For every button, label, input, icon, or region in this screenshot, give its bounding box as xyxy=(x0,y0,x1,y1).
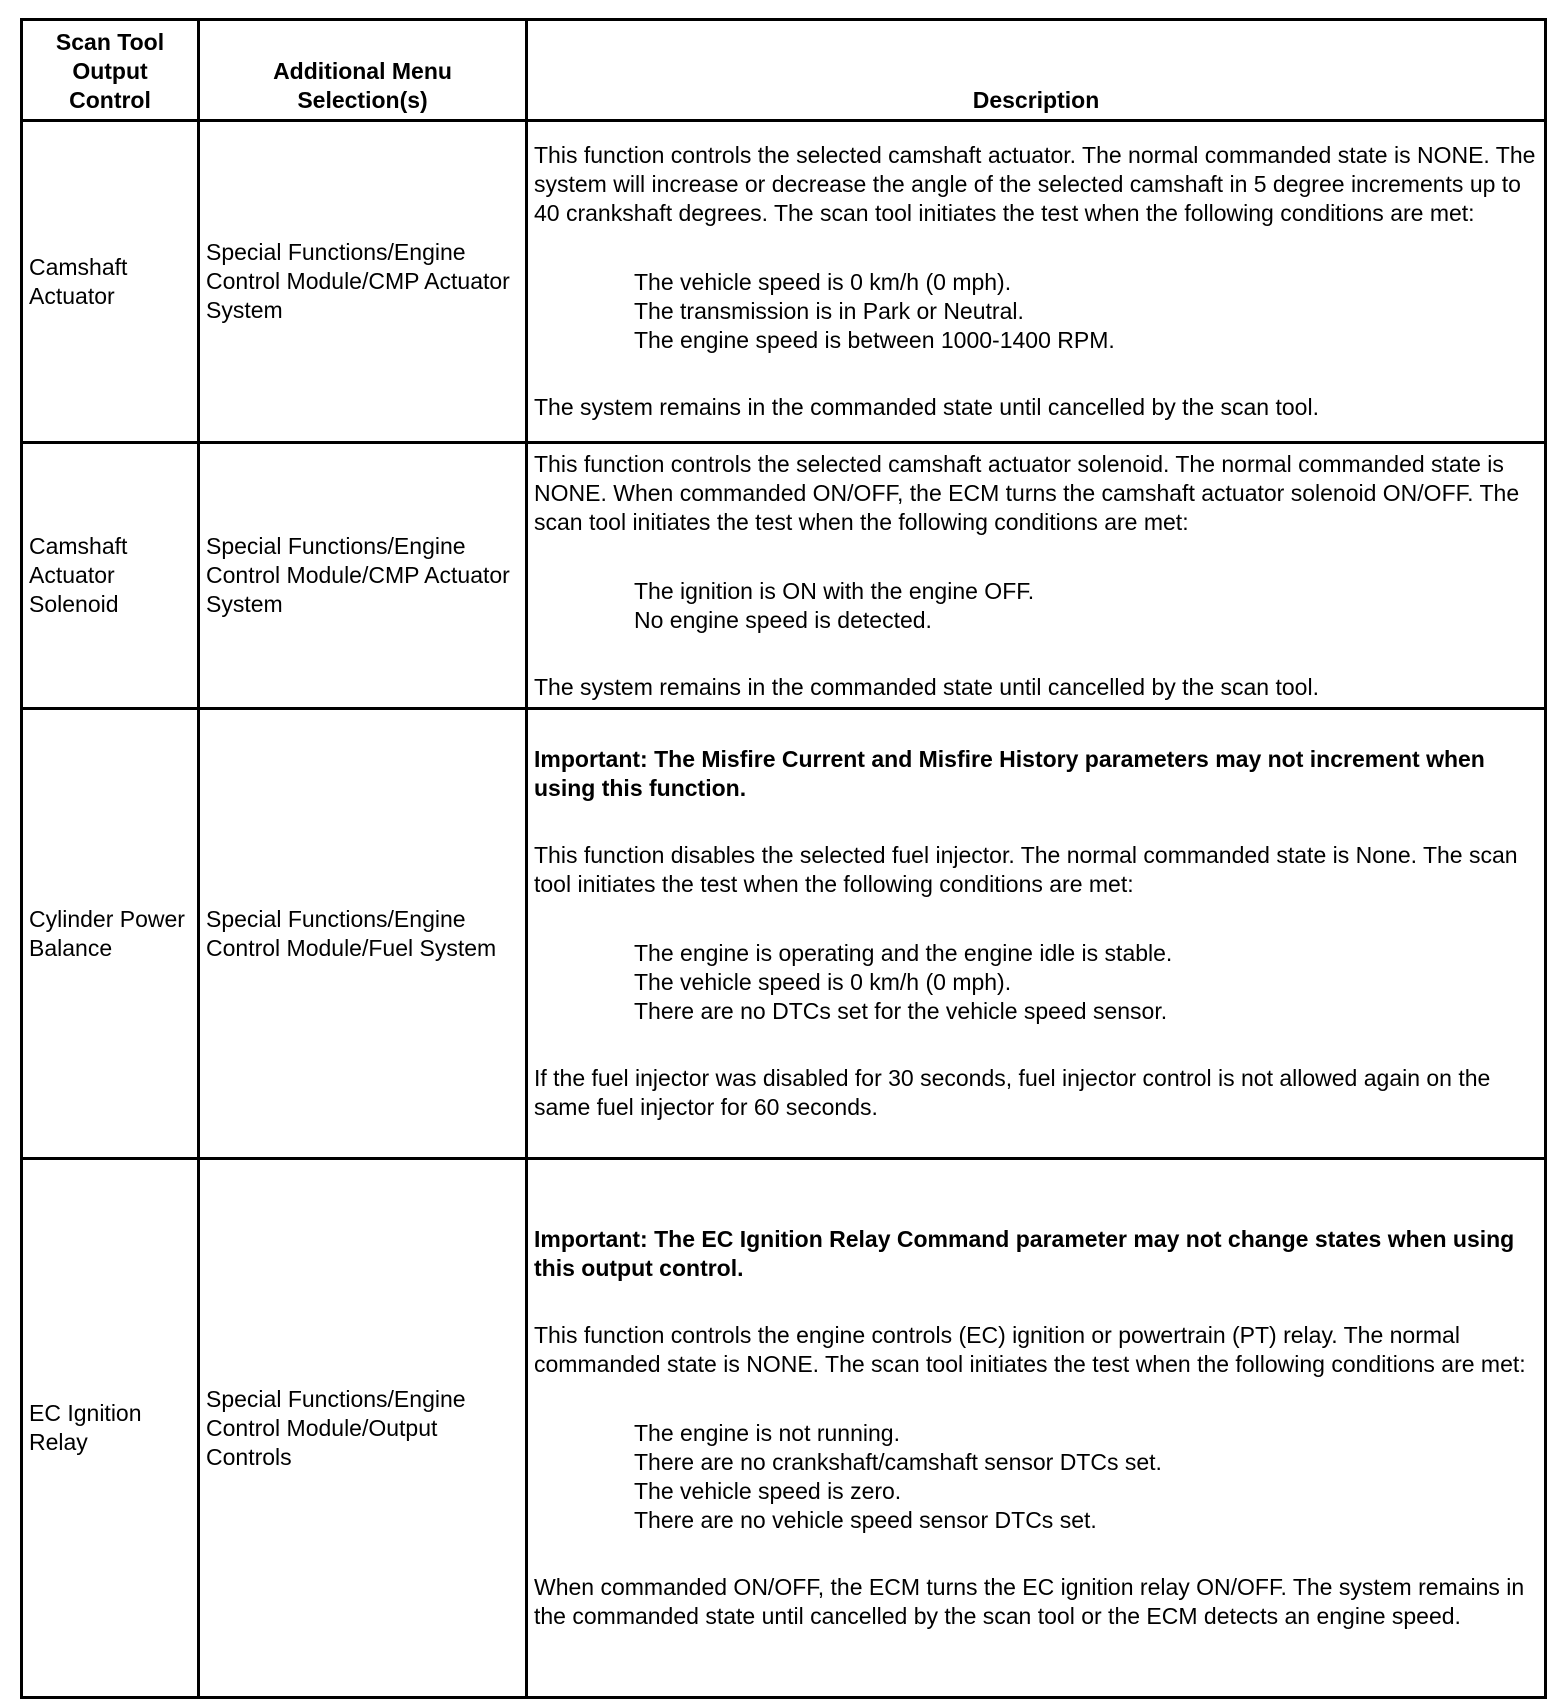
description-cell xyxy=(527,443,1546,709)
condition-item: There are no crankshaft/camshaft sensor DTCs set. xyxy=(634,1449,1162,1475)
table-row xyxy=(22,709,1546,1159)
header-output-control: Scan Tool Output Control xyxy=(22,20,199,121)
table-row xyxy=(22,121,1546,443)
condition-item: The engine speed is between 1000-1400 RPM. xyxy=(634,327,1115,353)
header-description: Description xyxy=(527,20,1546,121)
description-closing: If the fuel injector was disabled for 30 seconds, fuel injector control is not allowed again on the same fuel injector for 60 seconds. xyxy=(534,1065,1491,1120)
description-intro: This function disables the selected fuel injector. The normal commanded state is None. The scan tool initiates the test when the following conditions are met: xyxy=(534,842,1518,897)
condition-item: The transmission is in Park or Neutral. xyxy=(634,298,1024,324)
output-control-cell: Cylinder Power Balance xyxy=(22,709,199,1159)
menu-selection-cell: Special Functions/Engine Control Module/CMP Actuator System xyxy=(199,121,527,443)
menu-selection-cell: Special Functions/Engine Control Module/Fuel System xyxy=(199,709,527,1159)
description-cell xyxy=(527,121,1546,443)
important-note: Important: The EC Ignition Relay Command parameter may not change states when using this output control. xyxy=(534,1226,1515,1281)
condition-item: No engine speed is detected. xyxy=(634,606,932,633)
menu-selection-cell: Special Functions/Engine Control Module/Output Controls xyxy=(199,1159,527,1698)
output-control-cell: EC Ignition Relay xyxy=(22,1159,199,1698)
condition-item: The ignition is ON with the engine OFF. xyxy=(634,577,1035,604)
description-cell xyxy=(527,1159,1546,1698)
condition-item: The vehicle speed is 0 km/h (0 mph). xyxy=(634,969,1012,995)
condition-item: There are no vehicle speed sensor DTCs set. xyxy=(634,1507,1097,1533)
description-closing: The system remains in the commanded state until cancelled by the scan tool. xyxy=(534,394,1319,420)
header-row xyxy=(22,20,1546,121)
output-control-cell: Camshaft Actuator Solenoid xyxy=(22,443,199,709)
output-control-cell: Camshaft Actuator xyxy=(22,121,199,443)
table-row xyxy=(22,443,1546,709)
output-control-table xyxy=(20,18,1547,1699)
menu-selection-cell: Special Functions/Engine Control Module/CMP Actuator System xyxy=(199,443,527,709)
condition-item: The vehicle speed is 0 km/h (0 mph). xyxy=(634,269,1012,295)
important-note: Important: The Misfire Current and Misfire History parameters may not increment when using this function. xyxy=(534,746,1485,801)
description-intro: This function controls the selected camshaft actuator. The normal commanded state is NONE. The system will increase or decrease the angle of the selected camshaft in 5 degree increments up to 40 crankshaft degrees. The scan tool initiates the test when the following conditions are met: xyxy=(534,142,1536,226)
condition-item: The engine is operating and the engine idle is stable. xyxy=(634,940,1173,966)
condition-item: The vehicle speed is zero. xyxy=(634,1478,902,1504)
description-closing: When commanded ON/OFF, the ECM turns the EC ignition relay ON/OFF. The system remains in the commanded state until cancelled by the scan tool or the ECM detects an engine speed. xyxy=(534,1574,1525,1629)
description-cell xyxy=(527,709,1546,1159)
condition-item: The engine is not running. xyxy=(634,1420,900,1446)
condition-item: There are no DTCs set for the vehicle speed sensor. xyxy=(634,998,1168,1024)
header-menu-selection: Additional Menu Selection(s) xyxy=(199,20,527,121)
description-closing: The system remains in the commanded state until cancelled by the scan tool. xyxy=(534,673,1319,700)
description-intro: This function controls the engine controls (EC) ignition or powertrain (PT) relay. The normal commanded state is NONE. The scan tool initiates the test when the following conditions are met: xyxy=(534,1322,1526,1377)
description-intro: This function controls the selected camshaft actuator solenoid. The normal commanded state is NONE. When commanded ON/OFF, the ECM turns the camshaft actuator solenoid ON/OFF. The scan tool initiates the test when the following conditions are met: xyxy=(534,450,1520,535)
table-row xyxy=(22,1159,1546,1698)
